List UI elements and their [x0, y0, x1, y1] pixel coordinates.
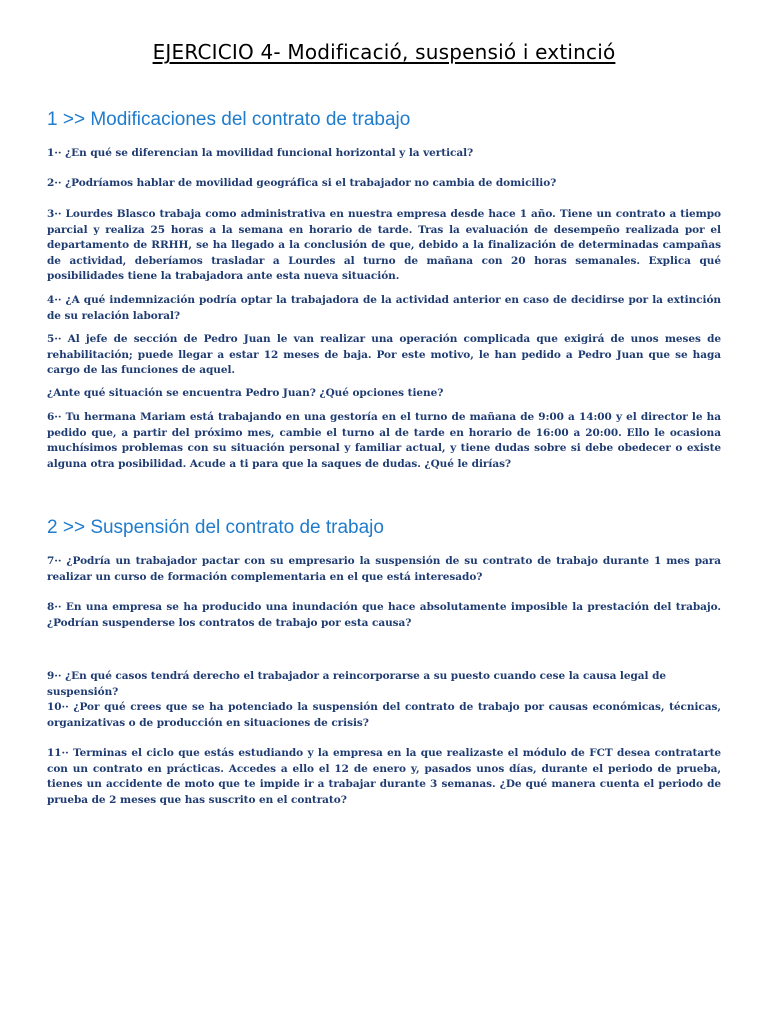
section-heading-modificaciones: 1 >> Modificaciones del contrato de trabajo [47, 109, 411, 130]
question-7: 7·· ¿Podría un trabajador pactar con su empresario la suspensión de su contrato de trabajo durante 1 mes para realizar un curso de formación complementaria en el que está interesado? [47, 555, 721, 583]
question-8: 8·· En una empresa se ha producido una inundación que hace absolutamente imposible la prestación del trabajo. ¿Podrían suspenderse los contratos de trabajo por esta causa? [47, 601, 721, 629]
question-5: 5·· Al jefe de sección de Pedro Juan le van realizar una operación complicada que exigirá de unos meses de rehabilitación; puede llegar a estar 12 meses de baja. Por este motivo, le han pedido a Pedro Juan que se haga cargo de las funciones de aquel. [47, 333, 721, 377]
question-10: 10·· ¿Por qué crees que se ha potenciado la suspensión del contrato de trabajo por causas económicas, técnicas, organizativas o de producción en situaciones de crisis? [47, 701, 721, 729]
question-9: 9·· ¿En qué casos tendrá derecho el trabajador a reincorporarse a su puesto cuando cese la causa legal de suspensión? [47, 670, 667, 698]
question-6: 6·· Tu hermana Mariam está trabajando en una gestoría en el turno de mañana de 9:00 a 14:00 y el director le ha pedido que, a partir del próximo mes, cambie el turno al de tarde en horario de 16:00 a 20:00. Ello le ocasiona muchísimos problemas con su situación personal y familiar actual, y tiene dudas sobre si debe obedecer o existe alguna otra posibilidad. Acude a ti para que la saques de dudas. ¿Qué le dirías? [47, 411, 721, 470]
section-heading-suspension: 2 >> Suspensión del contrato de trabajo [47, 517, 384, 538]
question-11: 11·· Terminas el ciclo que estás estudiando y la empresa en la que realizaste el módulo de FCT desea contratarte con un contrato en prácticas. Accedes a ello el 12 de enero y, pasados unos días, durante el periodo de prueba, tienes un accidente de moto que te impide ir a trabajar durante 3 semanas. ¿De qué manera cuenta el periodo de prueba de 2 meses que has suscrito en el contrato? [47, 747, 721, 806]
document-title: EJERCICIO 4- Modificació, suspensió i extinció [152, 40, 616, 64]
question-3: 3·· Lourdes Blasco trabaja como administrativa en nuestra empresa desde hace 1 año. Tiene un contrato a tiempo parcial y realiza 25 horas a la semana en horario de tarde. Tras la evaluación de desempeño realizada por el departamento de RRHH, se ha llegado a la conclusión de que, debido a la finalización de determinadas campañas de actividad, deberíamos trasladar a Lourdes al turno de mañana con 20 horas semanales. Explica qué posibilidades tiene la trabajadora ante esta nueva situación. [47, 208, 721, 283]
question-1: 1·· ¿En qué se diferencian la movilidad funcional horizontal y la vertical? [47, 147, 474, 159]
question-5-followup: ¿Ante qué situación se encuentra Pedro Juan? ¿Qué opciones tiene? [47, 387, 444, 399]
question-4: 4·· ¿A qué indemnización podría optar la trabajadora de la actividad anterior en caso de decidirse por la extinción de su relación laboral? [47, 294, 721, 322]
question-2: 2·· ¿Podríamos hablar de movilidad geográfica si el trabajador no cambia de domicilio? [47, 177, 557, 189]
